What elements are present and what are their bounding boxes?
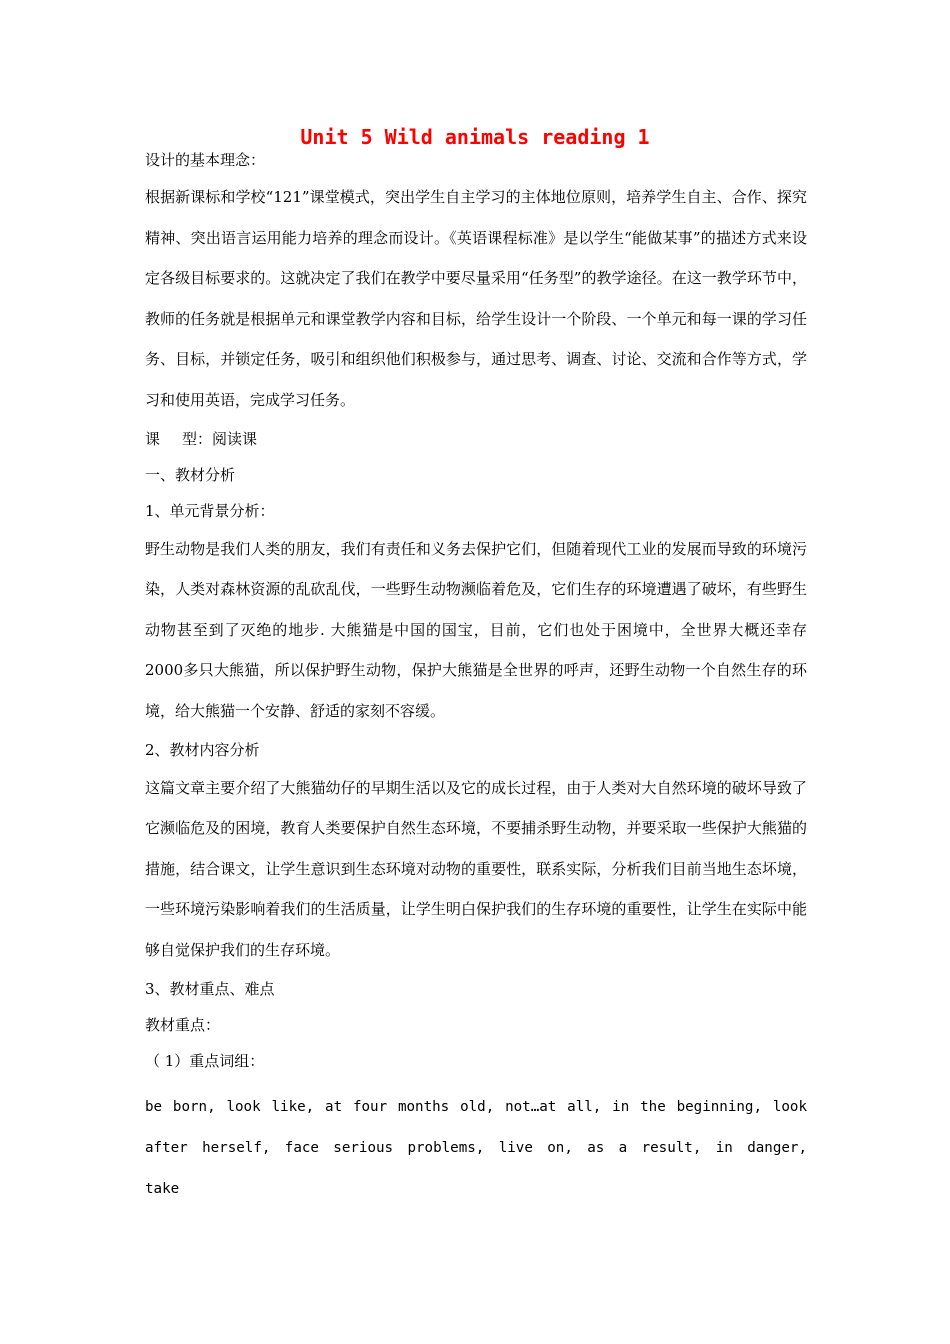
design-concept-label: 设计的基本理念：	[145, 151, 266, 169]
key-points-label: 教材重点：	[145, 1015, 221, 1034]
unit-background-heading: 1、单元背景分析：	[145, 501, 275, 520]
document-title: Unit 5 Wild animals reading 1	[300, 125, 650, 149]
key-phrases-block	[145, 1087, 807, 1210]
key-phrases-line-1: be born, look like, at four months old, not…at all, in the beginning, look	[145, 1098, 807, 1115]
content-analysis-paragraph: 这篇文章主要介绍了大熊猫幼仔的早期生活以及它的成长过程，由于人类对大自然环境的破坏导致了它濒临危及的困境，教育人类要保护自然生态环境，不要捕杀野生动物，并要采取一些保护大熊猫的措施，结合课文，让学生意识到生态环境对动物的重要性，联系实际，分析我们目前当地生态坏境，一些环境污染影响着我们的生活质量，让学生明白保护我们的生存环境的重要性，让学生在实际中能够自觉保护我们的生存环境。	[145, 778, 807, 959]
key-phrases-line-2: after herself, face serious problems, live on, as a result, in danger, take	[145, 1139, 807, 1197]
phrases-label: （ 1）重点词组：	[145, 1051, 265, 1070]
part1-heading: 一、教材分析	[145, 465, 236, 484]
content-analysis-heading: 2、教材内容分析	[145, 740, 260, 759]
course-type-label-a: 课	[145, 429, 161, 448]
course-type-label-b: 型：阅读课	[182, 429, 258, 448]
course-type-line	[145, 421, 807, 457]
document-body	[145, 146, 807, 1210]
key-points-heading: 3、教材重点、难点	[145, 979, 275, 998]
design-concept-paragraph: 根据新课标和学校“121”课堂模式，突出学生自主学习的主体地位原则，培养学生自主、合作、探究精神、突出语言运用能力培养的理念而设计。《英语课程标准》是以学生“能做某事”的描述方式来设定各级目标要求的。这就决定了我们在教学中要尽量采用“任务型”的教学途径。在这一教学环节中，教师的任务就是根据单元和课堂教学内容和目标，给学生设计一个阶段、一个单元和每一课的学习任务、目标，并锁定任务，吸引和组织他们积极参与，通过思考、调查、讨论、交流和合作等方式，学习和使用英语，完成学习任务。	[145, 188, 807, 409]
unit-background-paragraph: 野生动物是我们人类的朋友，我们有责任和义务去保护它们，但随着现代工业的发展而导致的环境污染，人类对森林资源的乱砍乱伐，一些野生动物濒临着危及，它们生存的环境遭遇了破坏，有些野生动物甚至到了灭绝的地步. 大熊猫是中国的国宝，目前，它们也处于困境中，全世界大概还幸存2000多只大熊猫，所以保护野生动物，保护大熊猫是全世界的呼声，还野生动物一个自然生存的环境，给大熊猫一个安静、舒适的家刻不容缓。	[145, 539, 807, 720]
